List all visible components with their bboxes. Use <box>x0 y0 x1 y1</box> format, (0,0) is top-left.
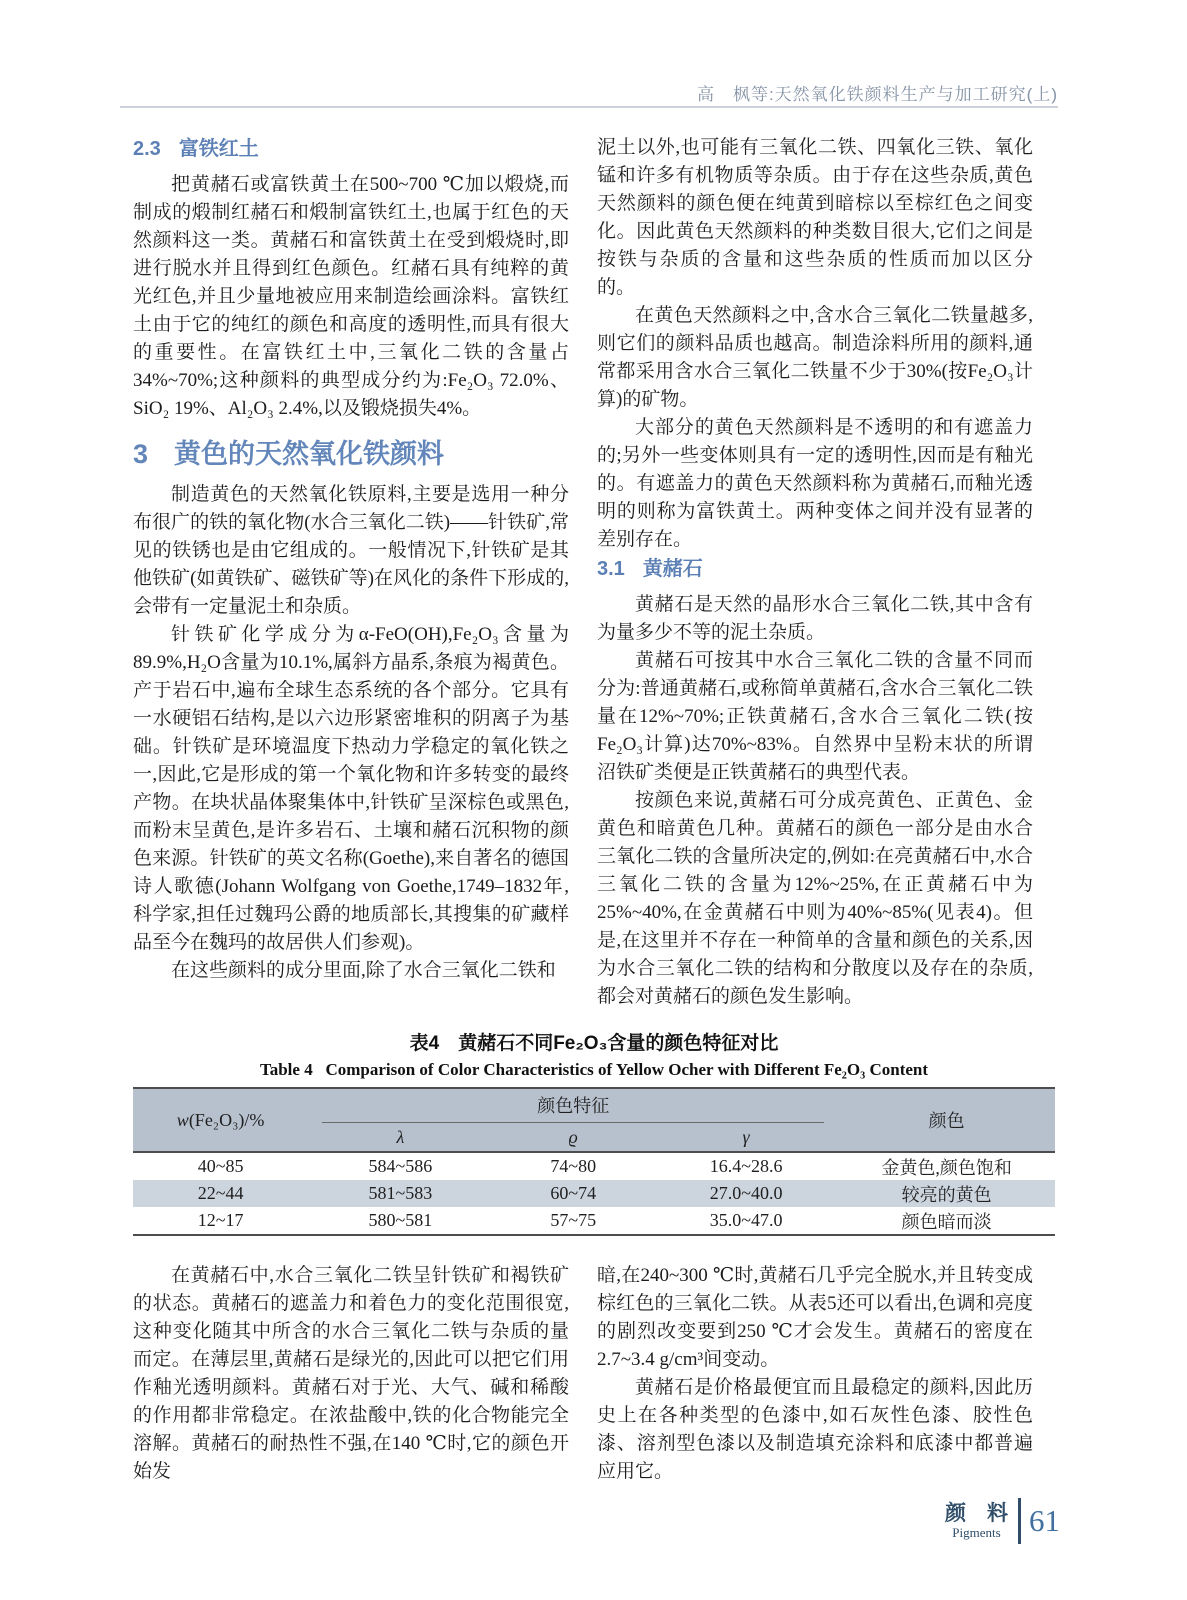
section-title: 富铁红土 <box>178 138 259 160</box>
table-cell: 584~586 <box>368 1156 433 1176</box>
journal-name-en: Pigments <box>952 1524 1001 1540</box>
section-heading-3 <box>133 437 569 471</box>
section-title: 黄赭石 <box>642 558 703 580</box>
section-number: 2.3 <box>133 138 161 160</box>
paragraph: 在黄赭石中,水合三氧化二铁呈针铁矿和褐铁矿的状态。黄赭石的遮盖力和着色力的变化范围很宽,这种变化随其中所含的水合三氧化二铁与杂质的量而定。在薄层里,黄赭石是绿光的,因此可以把它们用作釉光透明颜料。黄赭石对于光、大气、碱和稀酸的作用都非常稳定。在浓盐酸中,铁的化合物能完全溶解。黄赭石的耐热性不强,在140 ℃时,它的颜色开始发 <box>133 1265 569 1482</box>
table-body <box>133 1152 1055 1235</box>
paragraph: 在这些颜料的成分里面,除了水合三氧化二铁和 <box>171 960 556 981</box>
table-header-color-characteristics: 颜色特征 <box>308 1088 838 1123</box>
table-cell: 16.4~28.6 <box>709 1156 783 1176</box>
table-cell: 较亮的黄色 <box>901 1184 992 1205</box>
paragraph: 大部分的黄色天然颜料是不透明的和有遮盖力的;另外一些变体则具有一定的透明性,因而是有釉光的。有遮盖力的黄色天然颜料称为黄赭石,而釉光透明的则称为富铁黄土。两种变体之间并没有显著的差别存在。 <box>597 417 1033 550</box>
table-cell: 580~581 <box>368 1210 433 1230</box>
footer-divider <box>1018 1498 1021 1544</box>
table-caption-zh: 表4 黄赭石不同Fe₂O₃含量的颜色特征对比 <box>409 1033 779 1054</box>
table-row <box>133 1152 1055 1180</box>
table-cell: 12~17 <box>197 1210 244 1230</box>
table-subheader-γ: γ <box>654 1123 838 1152</box>
paragraph: 制造黄色的天然氧化铁原料,主要是选用一种分布很广的铁的氧化物(水合三氧化二铁)——针铁矿,常见的铁锈也是由它组成的。一般情况下,针铁矿是其他铁矿(如黄铁矿、磁铁矿等)在风化的条件下形成的,会带有一定量泥土和杂质。 <box>133 484 569 617</box>
paragraph: 在黄色天然颜料之中,含水合三氧化二铁量越多,则它们的颜料品质也越高。制造涂料所用的颜料,通常都采用含水合三氧化二铁量不少于30%(按Fe₂O₃计算)的矿物。 <box>597 305 1033 410</box>
table-header-w-fe2o3: w(Fe₂O₃)/% <box>133 1088 308 1152</box>
table-cell: 581~583 <box>368 1183 433 1203</box>
paragraph: 黄赭石是天然的晶形水合三氧化二铁,其中含有为量多少不等的泥土杂质。 <box>597 594 1033 643</box>
column-right-top <box>597 134 1033 1011</box>
section-title: 黄色的天然氧化铁颜料 <box>174 439 445 469</box>
table-cell: 74~80 <box>550 1156 597 1176</box>
table-cell: 金黄色,颜色饱和 <box>881 1157 1012 1178</box>
paragraph: 黄赭石可按其中水合三氧化二铁的含量不同而分为:普通黄赭石,或称简单黄赭石,含水合三氧化二铁量在12%~70%;正铁黄赭石,含水合三氧化二铁(按Fe₂O₃计算)达70%~83%。自然界中呈粉末状的所谓沼铁矿类便是正铁黄赭石的典型代表。 <box>597 650 1033 783</box>
column-left-bottom <box>133 1262 569 1486</box>
journal-name <box>945 1503 1008 1540</box>
table-cell: 40~85 <box>197 1156 244 1176</box>
table-subheader-ϱ: ϱ <box>493 1123 654 1152</box>
table-caption-en: Table 4 Comparison of Color Characteristics of Yellow Ocher with Different Fe₂O₃ Content <box>259 1060 929 1079</box>
table-cell: 22~44 <box>197 1183 244 1203</box>
table-cell: 35.0~47.0 <box>709 1210 783 1230</box>
table-subheader-λ: λ <box>308 1123 492 1152</box>
paragraph: 暗,在240~300 ℃时,黄赭石几乎完全脱水,并且转变成棕红色的三氧化二铁。从表5还可以看出,色调和亮度的剧烈改变要到250 ℃才会发生。黄赭石的密度在2.7~3.4 g/cm³间变动。 <box>597 1265 1033 1370</box>
running-head: 高 枫等:天然氧化铁颜料生产与加工研究(上) <box>696 85 1058 104</box>
journal-name-zh: 颜 料 <box>945 1501 1008 1525</box>
paragraph: 按颜色来说,黄赭石可分成亮黄色、正黄色、金黄色和暗黄色几种。黄赭石的颜色一部分是由水合三氧化二铁的含量所决定的,例如:在亮黄赭石中,水合三氧化二铁的含量为12%~25%,在正黄赭石中为25%~40%,在金黄赭石中则为40%~85%(见表4)。但是,在这里并不存在一种简单的含量和颜色的关系,因为水合三氧化二铁的结构和分散度以及存在的杂质,都会对黄赭石的颜色发生影响。 <box>597 790 1033 1007</box>
column-right-bottom <box>597 1262 1033 1486</box>
table-cell: 60~74 <box>550 1183 597 1203</box>
table-header-row <box>133 1088 1055 1123</box>
table-row <box>133 1180 1055 1207</box>
page-number: 61 <box>1029 1503 1060 1538</box>
paragraph: 针铁矿化学成分为α-FeO(OH),Fe₂O₃含量为89.9%,H₂O含量为10.1%,属斜方晶系,条痕为褐黄色。产于岩石中,遍布全球生态系统的各个部分。它具有一水硬铝石结构,是以六边形紧密堆积的阴离子为基础。针铁矿是环境温度下热动力学稳定的氧化铁之一,因此,它是形成的第一个氧化物和许多转变的最终产物。在块状晶体聚集体中,针铁矿呈深棕色或黑色,而粉末呈黄色,是许多岩石、土壤和赭石沉积物的颜色来源。针铁矿的英文名称(Goethe),来自著名的德国诗人歌德(Johann Wolfgang von Goethe,1749–1832年,科学家,担任过魏玛公爵的地质部长,其搜集的矿藏样品至今在魏玛的故居供人们参观)。 <box>133 624 569 953</box>
table-cell: 颜色暗而淡 <box>901 1211 992 1232</box>
table4-section <box>133 1028 1055 1236</box>
section-heading-2.3 <box>133 136 569 162</box>
section-number: 3 <box>133 439 149 469</box>
column-left-top <box>133 134 569 985</box>
paragraph: 泥土以外,也可能有三氧化二铁、四氧化三铁、氧化锰和许多有机物质等杂质。由于存在这些杂质,黄色天然颜料的颜色便在纯黄到暗棕以至棕红色之间变化。因此黄色天然颜料的种类数目很大,它们之间是按铁与杂质的含量和这些杂质的性质而加以区分的。 <box>597 137 1033 298</box>
header-divider <box>120 106 1058 108</box>
section-heading-3.1 <box>597 556 1033 582</box>
section-number: 3.1 <box>597 558 625 580</box>
table-cell: 57~75 <box>550 1210 597 1230</box>
table-cell: 27.0~40.0 <box>709 1183 783 1203</box>
page-footer <box>945 1498 1060 1544</box>
paragraph: 把黄赭石或富铁黄土在500~700 ℃加以煅烧,而制成的煅制红赭石和煅制富铁红土,也属于红色的天然颜料这一类。黄赭石和富铁黄土在受到煅烧时,即进行脱水并且得到红色颜色。红赭石具有纯粹的黄光红色,并且少量地被应用来制造绘画涂料。富铁红土由于它的纯红的颜色和高度的透明性,而具有很大的重要性。在富铁红土中,三氧化二铁的含量占34%~70%;这种颜料的典型成分约为:Fe₂O₃ 72.0%、SiO₂ 19%、Al₂O₃ 2.4%,以及锻烧损失4%。 <box>133 174 569 419</box>
table4 <box>133 1087 1055 1236</box>
table-row <box>133 1207 1055 1235</box>
paragraph: 黄赭石是价格最便宜而且最稳定的颜料,因此历史上在各种类型的色漆中,如石灰性色漆、胶性色漆、溶剂型色漆以及制造填充涂料和底漆中都普遍应用它。 <box>597 1377 1033 1482</box>
table-header-color: 颜色 <box>838 1088 1055 1152</box>
